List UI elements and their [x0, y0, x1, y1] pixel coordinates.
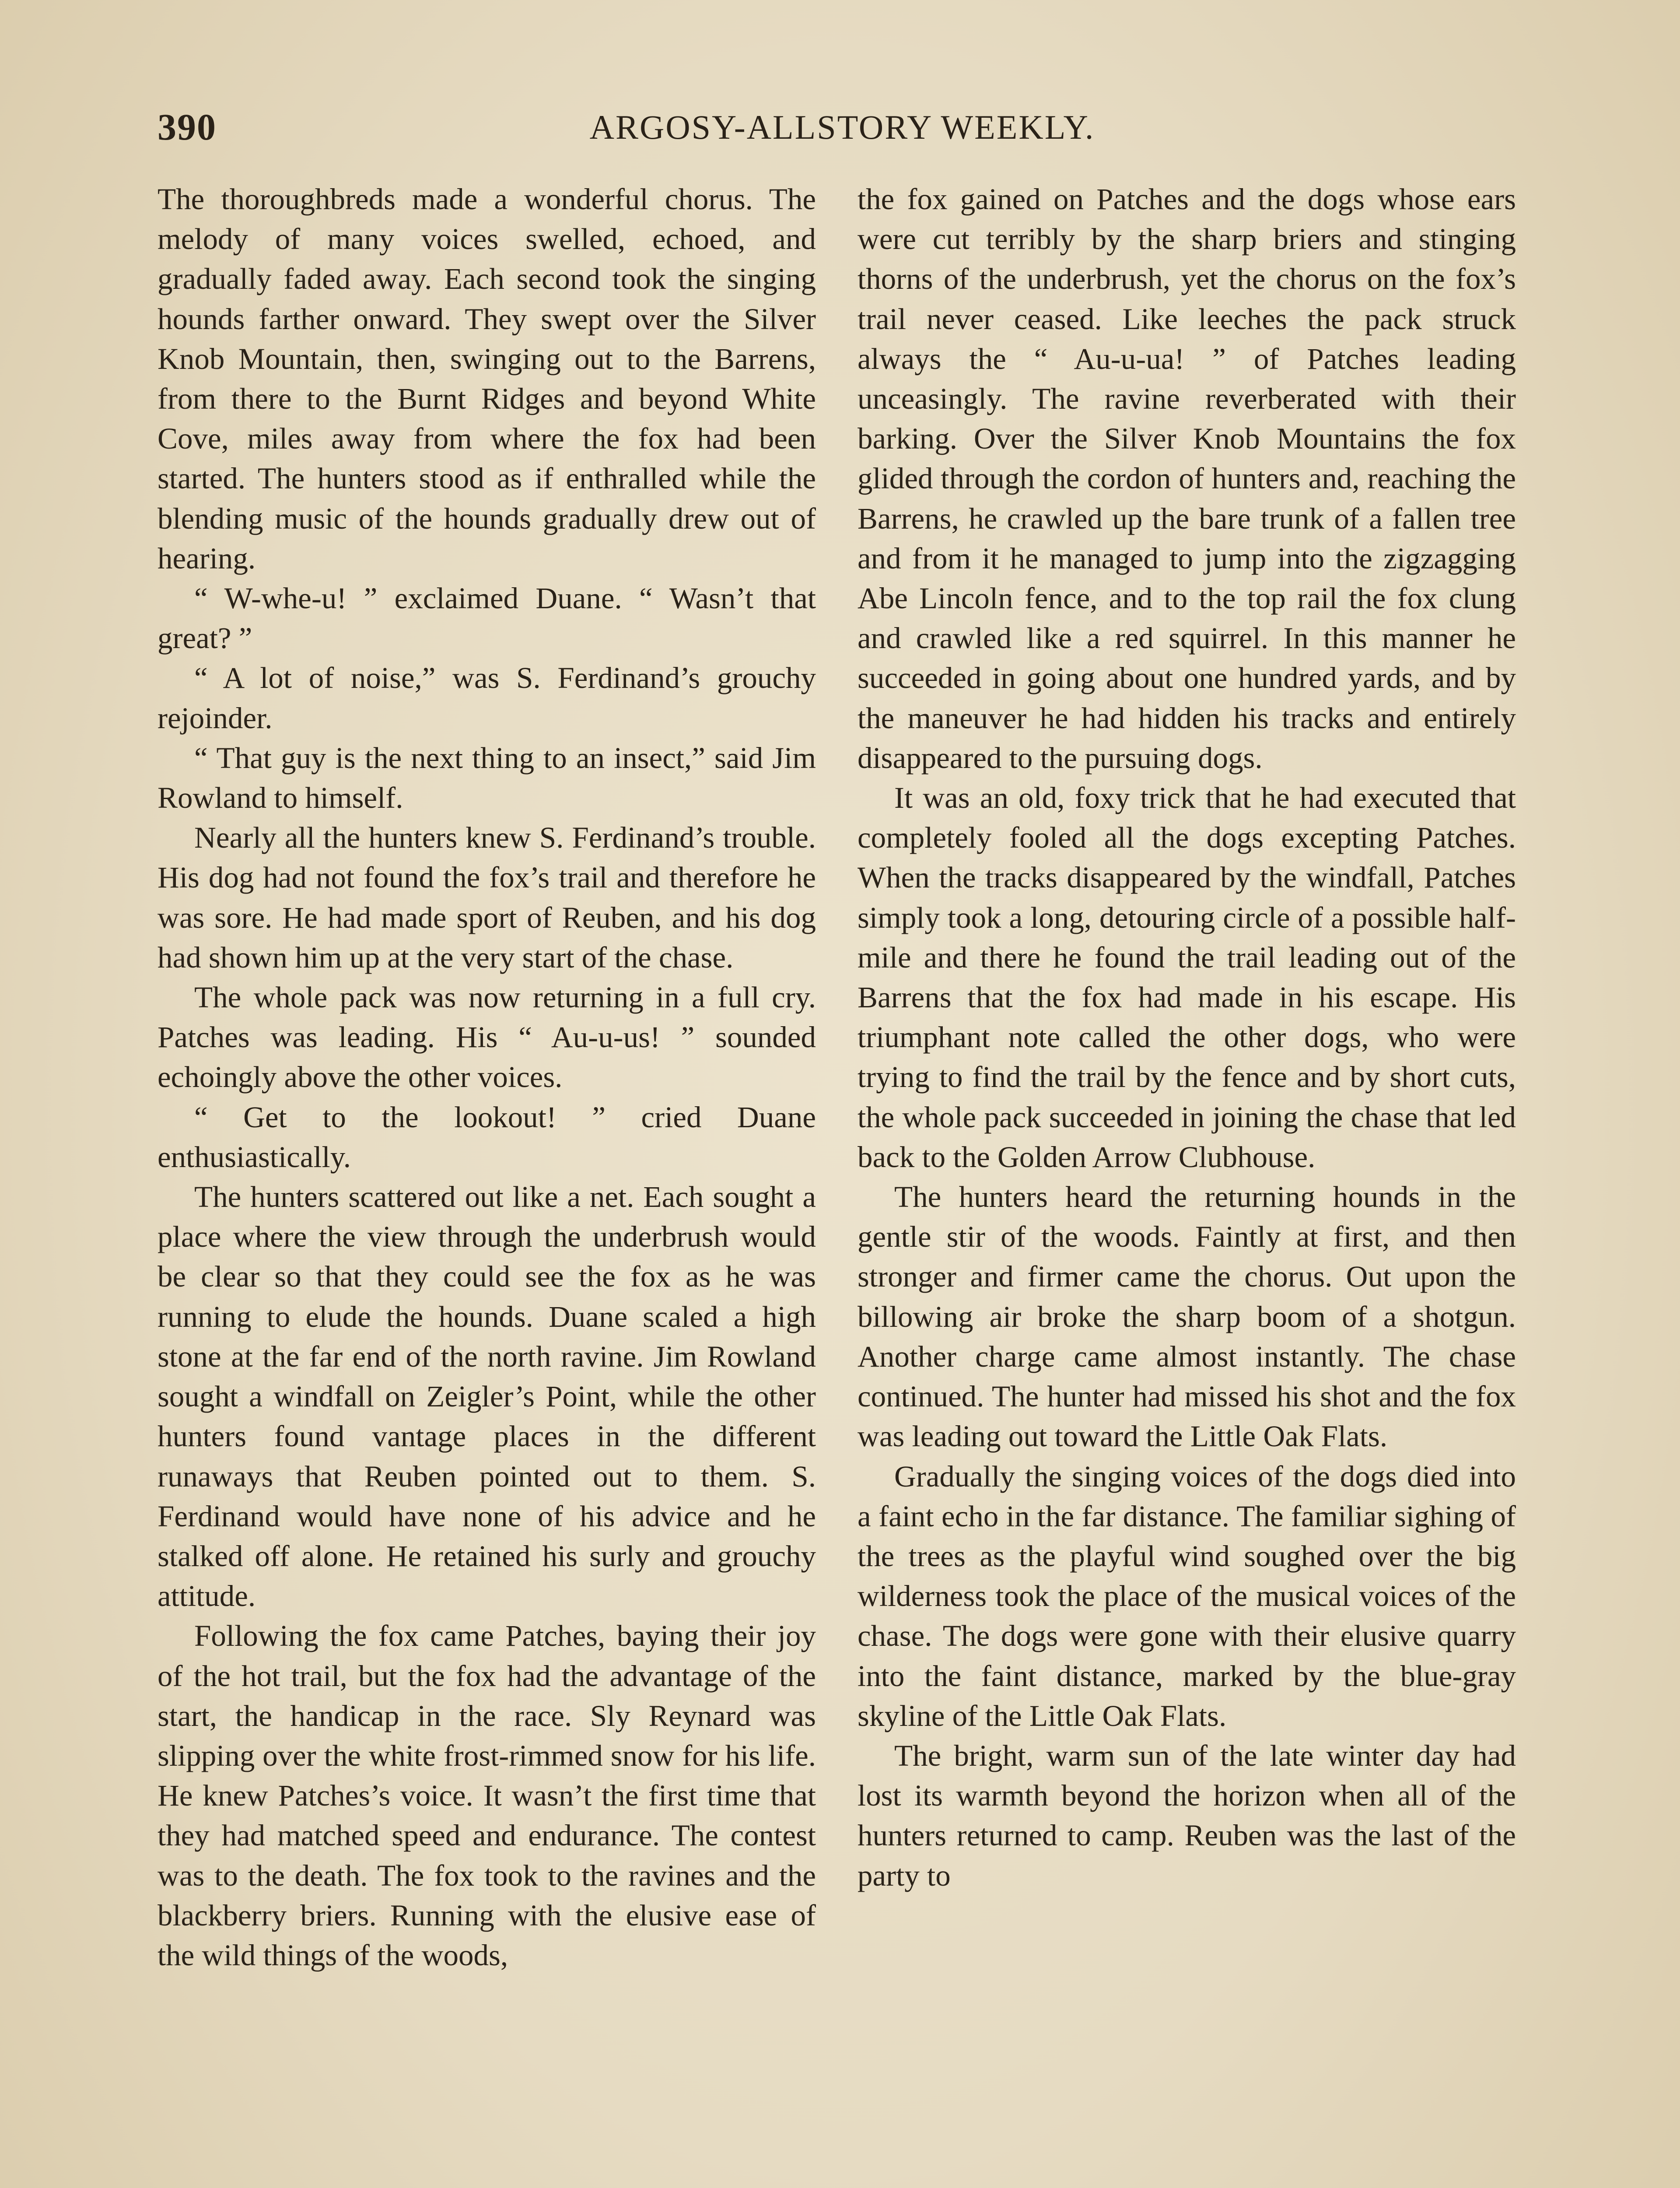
- paragraph: The hunters scattered out like a net. Each sought a place where the view through the underbrush would be clear so that they could see the fox as he was running to elude the hounds. Duane scaled a high stone at the far end of the north ravine. Jim Rowland sought a windfall on Zeigler’s Point, while the other hunters found vantage places in the different runaways that Reuben pointed out to them. S. Ferdinand would have none of his advice and he stalked off alone. He retained his surly and grouchy attitude.: [158, 1180, 816, 1613]
- paragraph: Nearly all the hunters knew S. Ferdinand’s trouble. His dog had not found the fox’s trail and therefore he was sore. He had made sport of Reuben, and his dog had shown him up at the very start of the chase.: [158, 821, 816, 974]
- paragraph: The whole pack was now returning in a full cry. Patches was leading. His “ Au-u-us! ” sounded echoingly above the other voices.: [158, 981, 816, 1094]
- right-column: [858, 179, 1516, 1896]
- paragraph: Gradually the singing voices of the dogs died into a faint echo in the far distance. The familiar sighing of the trees as the playful wind soughed over the big wilderness took the place of the musical voices of the chase. The dogs were gone with their elusive quarry into the faint distance, marked by the blue-gray skyline of the Little Oak Flats.: [858, 1459, 1516, 1732]
- paragraph: The thoroughbreds made a wonderful chorus. The melody of many voices swelled, echoed, and gradually faded away. Each second took the singing hounds farther onward. They swept over the Silver Knob Mountain, then, swinging out to the Barrens, from there to the Burnt Ridges and beyond White Cove, miles away from where the fox had been started. The hunters stood as if enthralled while the blending music of the hounds gradually drew out of hearing.: [158, 182, 816, 575]
- paragraph: It was an old, foxy trick that he had executed that completely fooled all the dogs excepting Patches. When the tracks disappeared by the windfall, Patches simply took a long, detouring circle of a possible half-mile and there he found the trail leading out of the Barrens that the fox had made in his escape. His triumphant note called the other dogs, who were trying to find the trail by the fence and by short cuts, the whole pack succeeded in joining the chase that led back to the Golden Arrow Clubhouse.: [858, 781, 1516, 1174]
- paragraph: The bright, warm sun of the late winter day had lost its warmth beyond the horizon when all of the hunters returned to camp. Reuben was the last of the party to: [858, 1739, 1516, 1892]
- left-column: [158, 179, 816, 1975]
- paragraph: The hunters heard the returning hounds in the gentle stir of the woods. Faintly at first, and then stronger and firmer came the chorus. Out upon the billowing air broke the sharp boom of a shotgun. Another charge came almost instantly. The chase continued. The hunter had missed his shot and the fox was leading out toward the Little Oak Flats.: [858, 1180, 1516, 1453]
- paragraph: the fox gained on Patches and the dogs whose ears were cut terribly by the sharp briers and stinging thorns of the underbrush, yet the chorus on the fox’s trail never ceased. Like leeches the pack struck always the “ Au-u-ua! ” of Patches leading unceasingly. The ravine reverberated with their barking. Over the Silver Knob Mountains the fox glided through the cordon of hunters and, reaching the Barrens, he crawled up the bare trunk of a fallen tree and from it he managed to jump into the zigzagging Abe Lincoln fence, and to the top rail the fox clung and crawled like a red squirrel. In this manner he succeeded in going about one hundred yards, and by the maneuver he had hidden his tracks and entirely disappeared to the pursuing dogs.: [858, 182, 1516, 775]
- paragraph: Following the fox came Patches, baying their joy of the hot trail, but the fox had the advantage of the start, the handicap in the race. Sly Reynard was slipping over the white frost-rimmed snow for his life. He knew Patches’s voice. It wasn’t the first time that they had matched speed and endurance. The contest was to the death. The fox took to the ravines and the blackberry briers. Running with the elusive ease of the wild things of the woods,: [158, 1619, 816, 1972]
- page-number: 390: [158, 106, 217, 148]
- paragraph: “ A lot of noise,” was S. Ferdinand’s grouchy rejoinder.: [158, 661, 816, 735]
- paragraph: “ That guy is the next thing to an insect,” said Jim Rowland to himself.: [158, 741, 816, 815]
- paragraph: “ W-whe-u! ” exclaimed Duane. “ Wasn’t that great? ”: [158, 582, 816, 655]
- running-head: ARGOSY-ALLSTORY WEEKLY.: [589, 108, 1095, 146]
- page-header: [158, 105, 1527, 158]
- paragraph: “ Get to the lookout! ” cried Duane enthusiastically.: [158, 1100, 816, 1174]
